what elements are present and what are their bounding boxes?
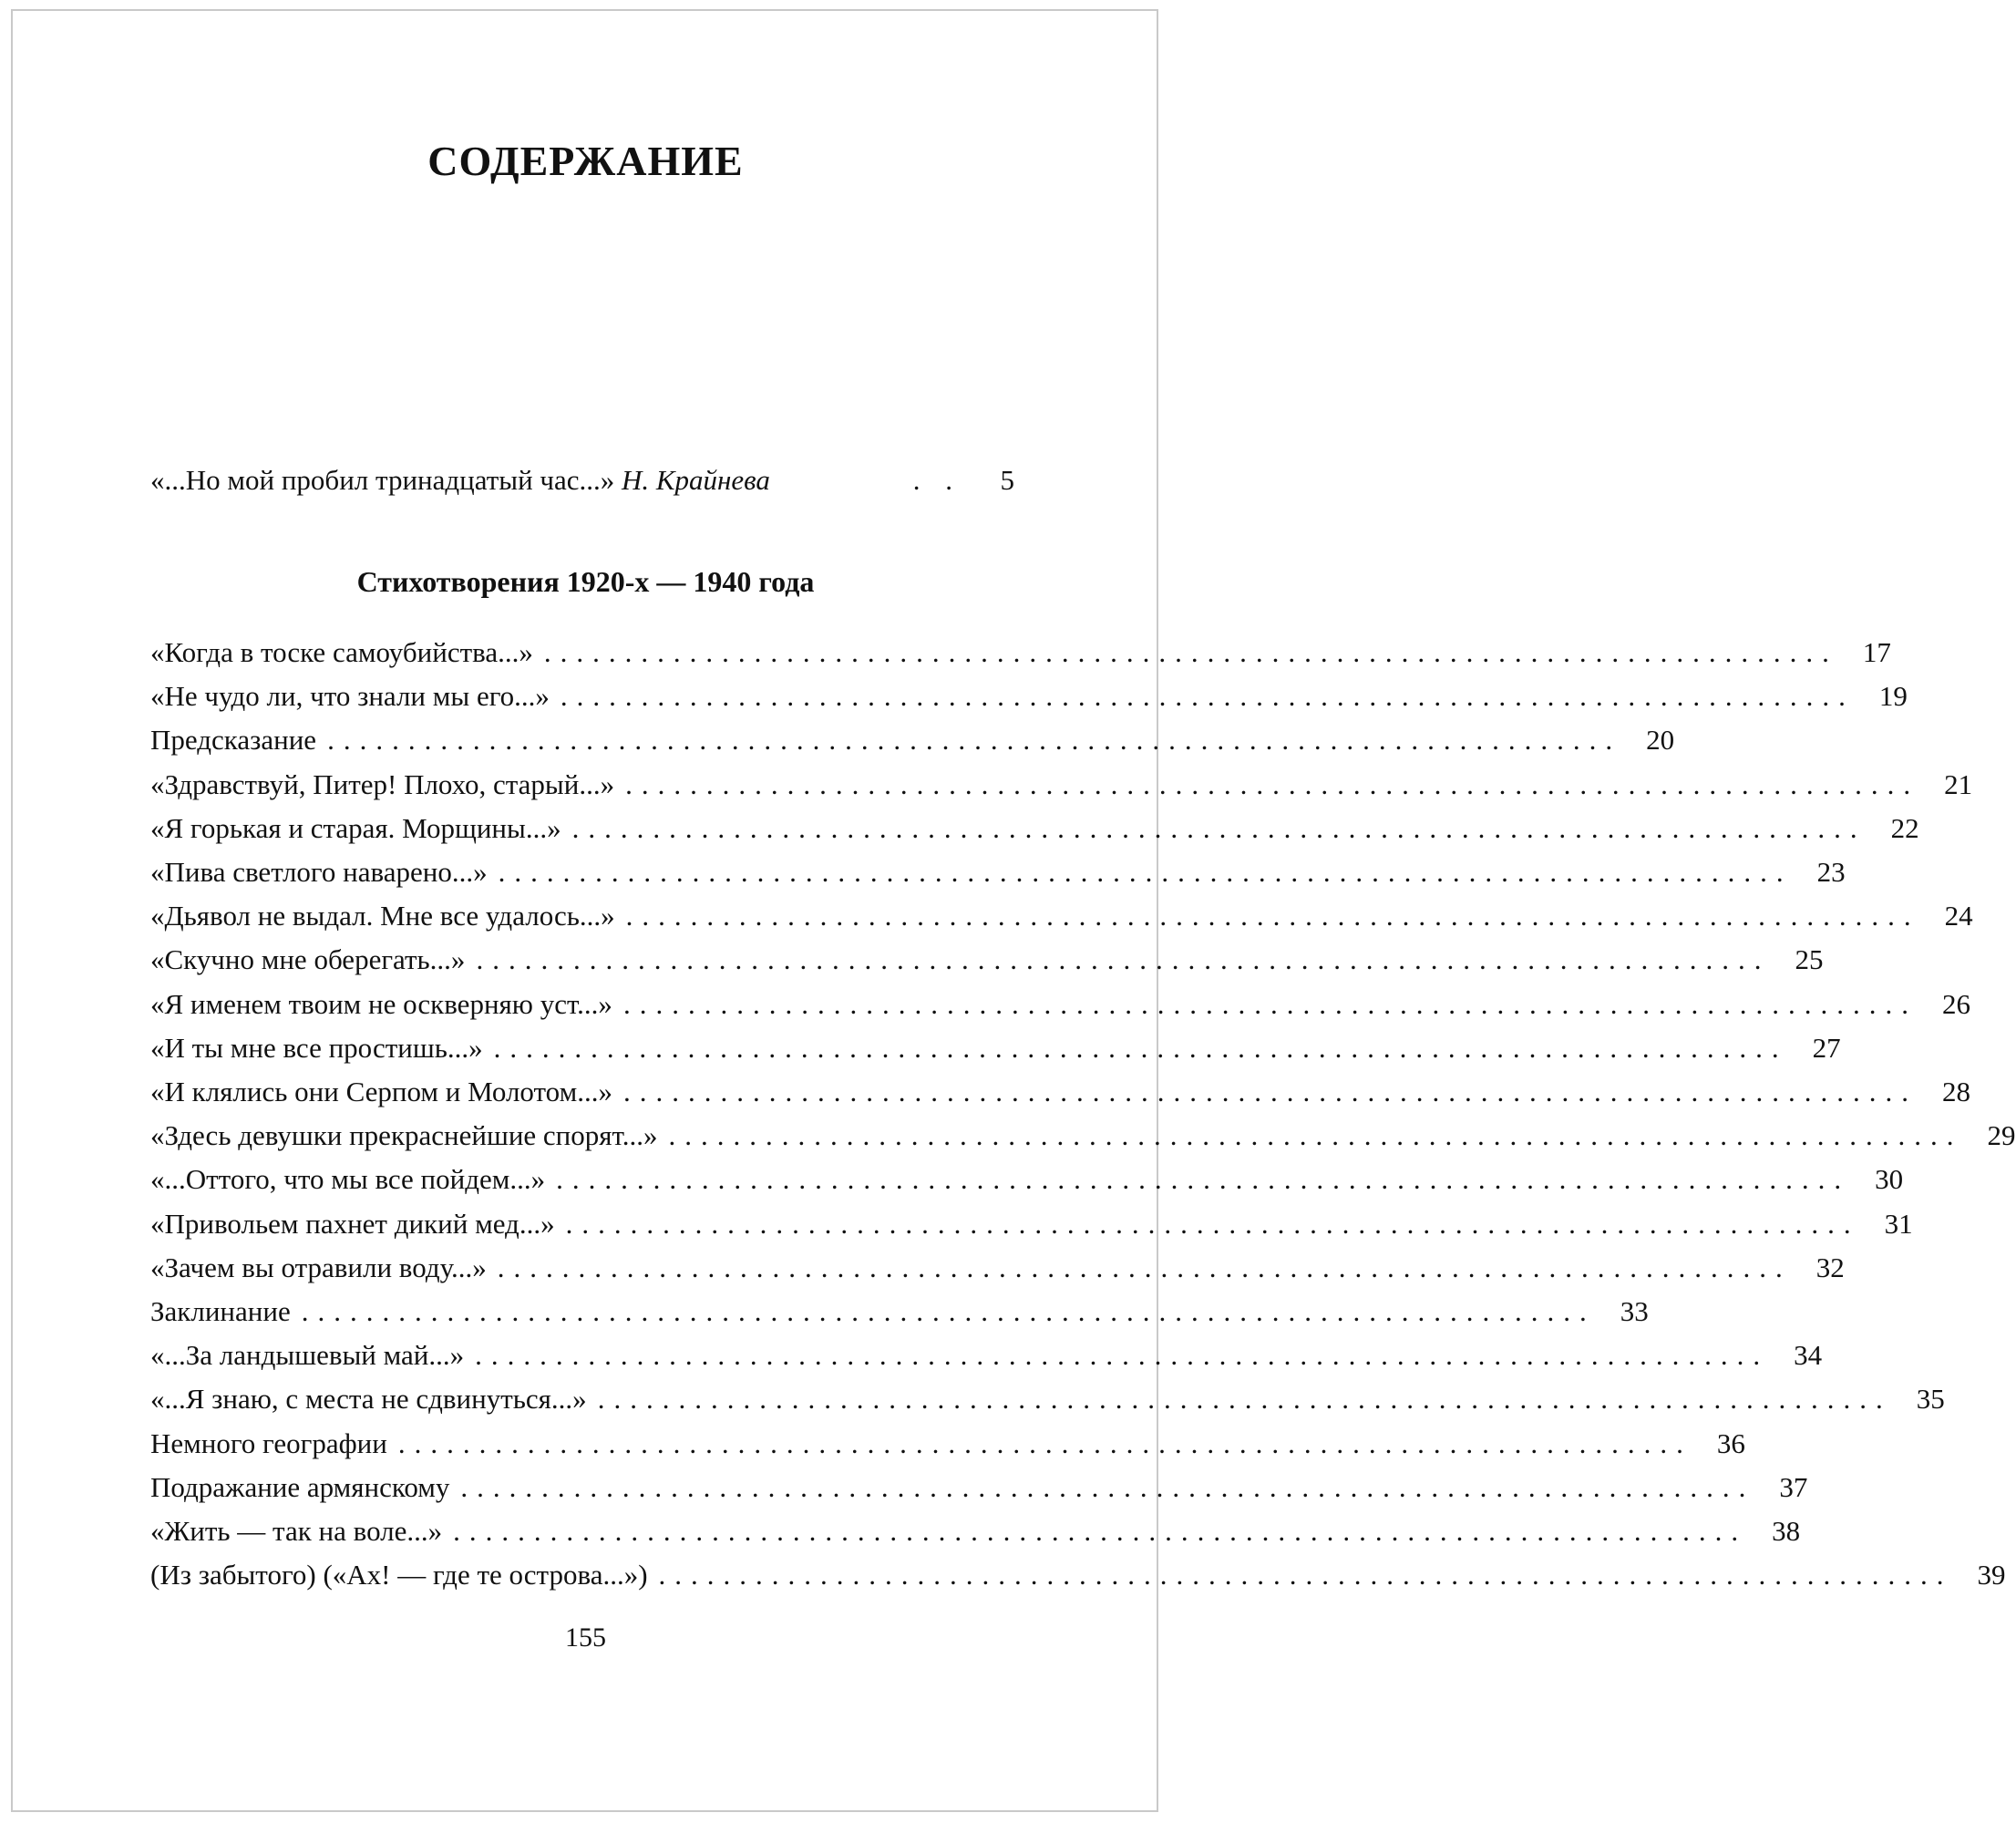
toc-entry[interactable] xyxy=(150,1158,1904,1201)
toc-page-number: 21 xyxy=(1944,767,1973,800)
section-heading: Стихотворения 1920-х — 1940 года xyxy=(356,565,815,598)
dot-leader: ................................................................................ xyxy=(327,724,1622,757)
toc-entry-title: «Пива светлого наварено...» xyxy=(150,856,488,888)
dot-leader: ................................................................................ xyxy=(622,987,1918,1020)
dot-leader: ................................................................................ xyxy=(560,680,1855,713)
toc-page-number: 25 xyxy=(1795,943,1824,976)
toc-entry[interactable] xyxy=(150,1422,1745,1466)
toc-entry[interactable] xyxy=(150,718,1675,762)
toc-page-number: 38 xyxy=(1772,1515,1801,1547)
dot-leader: ................................................................................ xyxy=(543,636,1838,668)
toc-entry-title: «Зачем вы отравили воду...» xyxy=(150,1251,487,1283)
toc-entry[interactable] xyxy=(150,894,1973,938)
toc-page-number: 28 xyxy=(1941,1076,1970,1107)
dot-leader: ................................................................................ xyxy=(597,1383,1892,1416)
toc-entry-title: «Здесь девушки прекраснейшие спорят...» xyxy=(150,1119,658,1152)
toc-page-number: 22 xyxy=(1890,811,1919,844)
toc-entry-title: «Дьявол не выдал. Мне все удалось...» xyxy=(150,900,615,932)
dot-leader: ................................................................................ xyxy=(658,1559,1953,1591)
toc-entry-title: «Привольем пахнет дикий мед...» xyxy=(150,1207,555,1240)
toc-page-number: 32 xyxy=(1815,1251,1845,1283)
toc-entry[interactable] xyxy=(150,1246,1845,1290)
toc-page-number: 33 xyxy=(1620,1295,1649,1327)
toc-entry-intro[interactable] xyxy=(150,458,1014,502)
toc-entry-title: Немного географии xyxy=(150,1426,387,1459)
dot-leader: ................................................................................ xyxy=(397,1426,1692,1459)
toc-page-number: 24 xyxy=(1944,900,1973,932)
dot-leader: ................................................................................ xyxy=(622,1076,1918,1107)
toc-entry[interactable] xyxy=(150,938,1824,982)
dot-leader: ................................................................................ xyxy=(625,900,1920,932)
toc-entry[interactable] xyxy=(150,1026,1841,1070)
dot-leader: ................................................................................ xyxy=(556,1163,1851,1196)
toc-entry[interactable] xyxy=(150,763,1973,807)
toc-entry[interactable] xyxy=(150,1509,1801,1553)
toc-entry[interactable] xyxy=(150,1202,1913,1246)
toc-page-number: 17 xyxy=(1862,636,1891,668)
dot-leader: ................................................................................ xyxy=(453,1515,1748,1547)
dot-leader: ................................................................................ xyxy=(565,1207,1860,1240)
dot-leader: ................................................................................ xyxy=(498,856,1793,888)
toc-entry-title: «Жить — так на воле...» xyxy=(150,1515,443,1547)
page-number-footer: 155 xyxy=(565,1622,606,1653)
toc-entry-title: «Скучно мне оберегать...» xyxy=(150,943,466,976)
toc-page-number: 27 xyxy=(1812,1031,1841,1064)
dot-leader: ................................................................................ xyxy=(493,1031,1788,1064)
toc-entry-title: «И клялись они Серпом и Молотом...» xyxy=(150,1076,612,1107)
toc-entry-title: Подражание армянскому xyxy=(150,1470,450,1503)
dot-leader: ................................................................................ xyxy=(460,1470,1755,1503)
toc-page-number: 34 xyxy=(1794,1339,1823,1372)
intro-title: «...Но мой пробил тринадцатый час...» xyxy=(150,464,615,496)
toc-entry[interactable] xyxy=(150,1553,2006,1597)
toc-page-number: 31 xyxy=(1884,1207,1913,1240)
toc-entry-title: «И ты мне все простишь...» xyxy=(150,1031,483,1064)
toc-entry-title: «...Оттого, что мы все пойдем...» xyxy=(150,1163,546,1196)
toc-page-number: 39 xyxy=(1977,1559,2006,1591)
toc-page-number: 37 xyxy=(1779,1470,1808,1503)
toc-page-number: 29 xyxy=(1987,1119,2016,1152)
toc-page-number: 35 xyxy=(1916,1383,1945,1416)
toc-entry[interactable] xyxy=(150,1377,1945,1421)
toc-page-number: 5 xyxy=(1000,464,1014,496)
toc-page-number: 26 xyxy=(1941,987,1970,1020)
toc-entry[interactable] xyxy=(150,1334,1823,1377)
toc-entry-title: «Я именем твоим не оскверняю уст...» xyxy=(150,987,612,1020)
dot-leader: ................................................................................ xyxy=(625,767,1920,800)
toc-entry-title: Заклинание xyxy=(150,1295,291,1327)
toc-entry-title: «...Я знаю, с места не сдвинуться...» xyxy=(150,1383,587,1416)
dot-leader: . . xyxy=(912,464,962,496)
toc-entry-title: «Я горькая и старая. Морщины...» xyxy=(150,811,561,844)
toc-entry-title: «Здравствуй, Питер! Плохо, старый...» xyxy=(150,767,615,800)
intro-author: Н. Крайнева xyxy=(622,464,770,496)
toc-entry[interactable] xyxy=(150,1114,2016,1158)
toc-entry-title: «Не чудо ли, что знали мы его...» xyxy=(150,680,550,713)
toc-entry[interactable] xyxy=(150,850,1846,894)
toc-page-number: 30 xyxy=(1875,1163,1904,1196)
toc-entry[interactable] xyxy=(150,1070,1970,1114)
dot-leader: ................................................................................ xyxy=(476,943,1771,976)
page-title: СОДЕРЖАНИЕ xyxy=(427,138,744,184)
toc-entry[interactable] xyxy=(150,631,1891,675)
toc-entry[interactable] xyxy=(150,1290,1649,1334)
dot-leader: ................................................................................ xyxy=(301,1295,1596,1327)
toc-page-number: 36 xyxy=(1716,1426,1745,1459)
toc-page-number: 23 xyxy=(1816,856,1846,888)
dot-leader: ................................................................................ xyxy=(668,1119,1963,1152)
toc-entry[interactable] xyxy=(150,983,1970,1026)
toc-entry-title: «Когда в тоске самоубийства...» xyxy=(150,636,533,668)
toc-entry-title: (Из забытого) («Ах! — где те острова...») xyxy=(150,1559,648,1591)
toc-page-number: 19 xyxy=(1878,680,1908,713)
toc-entry[interactable] xyxy=(150,807,1919,850)
dot-leader: ................................................................................ xyxy=(571,811,1867,844)
toc-entry-title: Предсказание xyxy=(150,724,317,757)
dot-leader: ................................................................................ xyxy=(475,1339,1770,1372)
toc-entry[interactable] xyxy=(150,675,1908,718)
toc-entry-title xyxy=(150,458,781,502)
dot-leader: ................................................................................ xyxy=(497,1251,1792,1283)
toc-entry-title: «...За ландышевый май...» xyxy=(150,1339,465,1372)
toc-entry[interactable] xyxy=(150,1466,1808,1509)
toc-page-number: 20 xyxy=(1646,724,1675,757)
